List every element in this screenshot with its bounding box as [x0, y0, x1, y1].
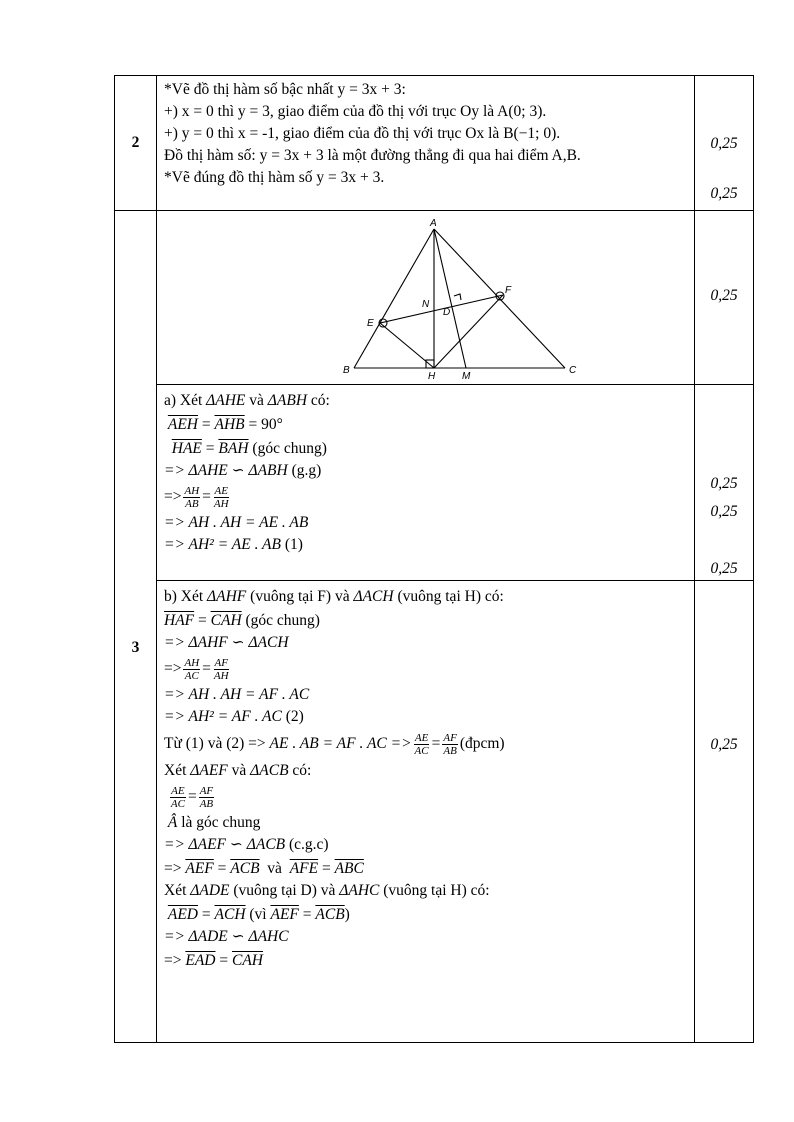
- point-value: 0,25: [710, 736, 738, 753]
- point-value: 0,25: [710, 503, 738, 520]
- triangle-figure: [164, 211, 674, 383]
- consider-line: Xét ΔAEF và ΔACB có:: [164, 762, 312, 779]
- figure-cell: [157, 211, 695, 385]
- row-figure: [115, 211, 754, 385]
- ratio-equality: $\frac{AE}{AC}$ = $\frac{AF}{AB}$: [170, 784, 214, 810]
- product-line: => AH . AH = AF . AC: [164, 686, 310, 703]
- product-line: => AH . AH = AE . AB: [164, 514, 309, 531]
- label-c: C: [569, 365, 577, 376]
- conclusion-line: Từ (1) và (2) => AE . AB = AF . AC => $\frac{AE}{AC}$ = $\frac{AF}{AB}$ (đpcm): [164, 731, 505, 757]
- points-cell: [695, 581, 754, 1043]
- similar-triangles-3: => ΔADE ∽ ΔAHC: [164, 928, 289, 945]
- common-angle-line: Â là góc chung: [167, 814, 261, 831]
- angle-result: => $\overline{AEF} = \overline{ACB}$ và $\overline{AFE} = \overline{ABC}$: [164, 860, 364, 877]
- segment-fh: [434, 295, 503, 368]
- text-line: +) y = 0 thì x = -1, giao điểm của đồ thị với trục Ox là B(−1; 0).: [164, 125, 561, 142]
- part-a-intro: a) Xét ΔAHE và ΔABH có:: [164, 392, 330, 409]
- angle-common: $\overline{HAF} = \overline{CAH}$ (góc chung): [164, 612, 320, 629]
- similar-triangles: => ΔAHE ∽ ΔABH (g.g): [164, 462, 322, 479]
- points-cell: [695, 76, 754, 211]
- point-value: 0,25: [710, 475, 738, 492]
- part-b-content: [157, 581, 695, 1043]
- similar-triangles-2: => ΔAEF ∽ ΔACB (c.g.c): [164, 836, 329, 853]
- points-cell: [695, 211, 754, 385]
- text-line: *Vẽ đúng đồ thị hàm số y = 3x + 3.: [164, 169, 385, 186]
- row-part-a: [115, 385, 754, 581]
- text-line: Đồ thị hàm số: y = 3x + 3 là một đường thẳng đi qua hai điểm A,B.: [164, 147, 581, 164]
- row-part-b: [115, 581, 754, 1043]
- point-value: 0,25: [710, 560, 738, 577]
- label-d: D: [443, 307, 451, 318]
- label-a: A: [430, 218, 437, 229]
- label-f: F: [505, 285, 512, 296]
- angle-equality-2: $\overline{AED} = \overline{ACH}$ (vì $\overline{AEF} = \overline{ACB}$): [167, 906, 350, 923]
- point-value: 0,25: [710, 135, 738, 152]
- right-angle-d: [454, 294, 461, 300]
- ratio-line: => $\frac{AH}{AB}$ = $\frac{AE}{AH}$: [164, 484, 229, 510]
- part-b-intro: b) Xét ΔAHF (vuông tại F) và ΔACH (vuông tại H) có:: [164, 588, 504, 605]
- segment-ef: [380, 295, 503, 323]
- result-line-1: => AH² = AE . AB (1): [164, 536, 303, 553]
- consider-line-2: Xét ΔADE (vuông tại D) và ΔAHC (vuông tại H) có:: [164, 882, 490, 899]
- text-line: +) x = 0 thì y = 3, giao điểm của đồ thị với trục Oy là A(0; 3).: [164, 103, 547, 120]
- answer-table: [114, 75, 754, 1043]
- ratio-line: => $\frac{AH}{AC}$ = $\frac{AF}{AH}$: [164, 656, 229, 682]
- question-number: 2: [115, 76, 157, 211]
- section2-content: [157, 76, 695, 211]
- question-number: 3: [115, 581, 157, 1043]
- label-b: B: [343, 365, 350, 376]
- final-angle: => $\overline{EAD} = \overline{CAH}$: [164, 952, 263, 969]
- angle-common: $\overline{HAE} = \overline{BAH}$ (góc chung): [171, 440, 327, 457]
- label-m: M: [462, 371, 471, 382]
- text-line: *Vẽ đồ thị hàm số bậc nhất y = 3x + 3:: [164, 81, 406, 98]
- result-line-2: => AH² = AF . AC (2): [164, 708, 304, 725]
- point-value: 0,25: [710, 287, 738, 304]
- part-a-content: [157, 385, 695, 581]
- question-number-cell: [115, 211, 157, 385]
- points-cell: [695, 385, 754, 581]
- similar-triangles: => ΔAHF ∽ ΔACH: [164, 634, 289, 651]
- point-value: 0,25: [710, 185, 738, 202]
- label-h: H: [428, 371, 436, 382]
- angle-equality: $\overline{AEH} = \overline{AHB} = 90^\circ$: [167, 416, 283, 433]
- label-n: N: [422, 299, 430, 310]
- question-number-cell: [115, 385, 157, 581]
- label-e: E: [367, 318, 374, 329]
- row-question-2: [115, 76, 754, 211]
